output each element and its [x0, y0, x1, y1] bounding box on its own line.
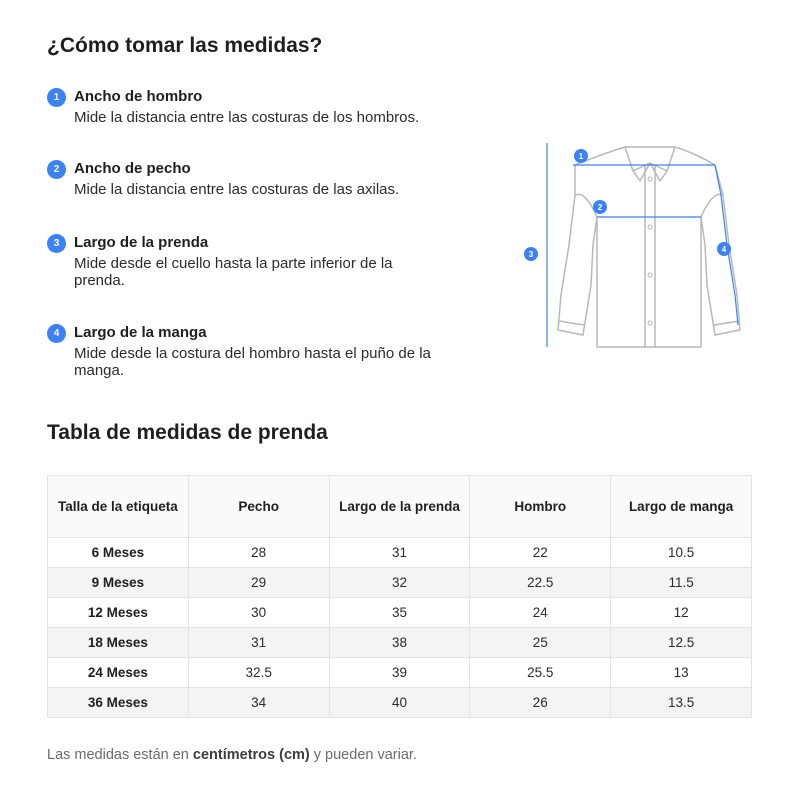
step-description: Mide la distancia entre las costuras de las axilas. — [74, 181, 400, 198]
step-description: Mide la distancia entre las costuras de los hombros. — [74, 109, 420, 126]
sleeve-cell: 12.5 — [611, 628, 752, 658]
step-chest-width — [47, 159, 447, 198]
size-table-title: Tabla de medidas de prenda — [47, 421, 328, 444]
step-heading: Ancho de pecho — [74, 160, 191, 177]
sleeve-cell: 13.5 — [611, 688, 752, 718]
marker-3 — [524, 247, 538, 261]
step-number-badge: 2 — [47, 160, 66, 179]
shirt-buttons — [648, 177, 652, 325]
step-heading: Largo de la prenda — [74, 234, 209, 251]
sleeve-cell: 13 — [611, 658, 752, 688]
length-cell: 38 — [329, 628, 470, 658]
length-cell: 31 — [329, 538, 470, 568]
table-row — [48, 568, 752, 598]
length-cell: 32 — [329, 568, 470, 598]
column-header-length: Largo de la prenda — [329, 476, 470, 538]
page-title: ¿Cómo tomar las medidas? — [47, 34, 323, 57]
footnote-text-start: Las medidas están en — [47, 747, 193, 763]
chest-cell: 30 — [188, 598, 329, 628]
step-garment-length — [47, 233, 447, 289]
size-label-cell: 24 Meses — [48, 658, 189, 688]
chest-cell: 34 — [188, 688, 329, 718]
marker-1-label: 1 — [578, 152, 584, 161]
table-row — [48, 538, 752, 568]
step-description: Mide desde la costura del hombro hasta el puño de la manga. — [74, 345, 431, 379]
footnote-unit: centímetros (cm) — [192, 747, 310, 763]
marker-4 — [717, 242, 731, 256]
length-cell: 35 — [329, 598, 470, 628]
marker-2 — [593, 200, 607, 214]
marker-1 — [574, 149, 588, 163]
table-row — [48, 658, 752, 688]
units-footnote — [47, 747, 417, 763]
column-header-shoulder: Hombro — [470, 476, 611, 538]
size-table — [47, 475, 752, 718]
column-header-chest: Pecho — [188, 476, 329, 538]
step-number-badge: 3 — [47, 234, 66, 253]
size-label-cell: 18 Meses — [48, 628, 189, 658]
shirt-measurement-diagram — [515, 135, 755, 360]
shoulder-cell: 22.5 — [470, 568, 611, 598]
column-header-size: Talla de la etiqueta — [48, 476, 189, 538]
chest-cell: 28 — [188, 538, 329, 568]
marker-4-label: 4 — [721, 245, 727, 254]
sleeve-cell: 12 — [611, 598, 752, 628]
length-cell: 39 — [329, 658, 470, 688]
size-label-cell: 9 Meses — [48, 568, 189, 598]
marker-3-label: 3 — [528, 250, 534, 259]
chest-cell: 29 — [188, 568, 329, 598]
table-header-row — [48, 476, 752, 538]
step-heading: Ancho de hombro — [74, 88, 203, 105]
table-row — [48, 628, 752, 658]
chest-cell: 32.5 — [188, 658, 329, 688]
footnote-text-end: y pueden variar. — [309, 747, 417, 763]
sleeve-cell: 11.5 — [611, 568, 752, 598]
step-number-badge: 1 — [47, 88, 66, 107]
sleeve-cell: 10.5 — [611, 538, 752, 568]
shoulder-cell: 24 — [470, 598, 611, 628]
shoulder-cell: 26 — [470, 688, 611, 718]
step-shoulder-width — [47, 87, 447, 126]
chest-cell: 31 — [188, 628, 329, 658]
step-sleeve-length — [47, 323, 447, 379]
size-label-cell: 12 Meses — [48, 598, 189, 628]
table-row — [48, 688, 752, 718]
table-row — [48, 598, 752, 628]
step-description: Mide desde el cuello hasta la parte inferior de la prenda. — [74, 255, 393, 289]
step-heading: Largo de la manga — [74, 324, 207, 341]
shoulder-cell: 25.5 — [470, 658, 611, 688]
step-number-badge: 4 — [47, 324, 66, 343]
marker-2-label: 2 — [597, 203, 603, 212]
shoulder-cell: 25 — [470, 628, 611, 658]
size-label-cell: 6 Meses — [48, 538, 189, 568]
size-label-cell: 36 Meses — [48, 688, 189, 718]
length-cell: 40 — [329, 688, 470, 718]
shoulder-cell: 22 — [470, 538, 611, 568]
column-header-sleeve: Largo de manga — [611, 476, 752, 538]
